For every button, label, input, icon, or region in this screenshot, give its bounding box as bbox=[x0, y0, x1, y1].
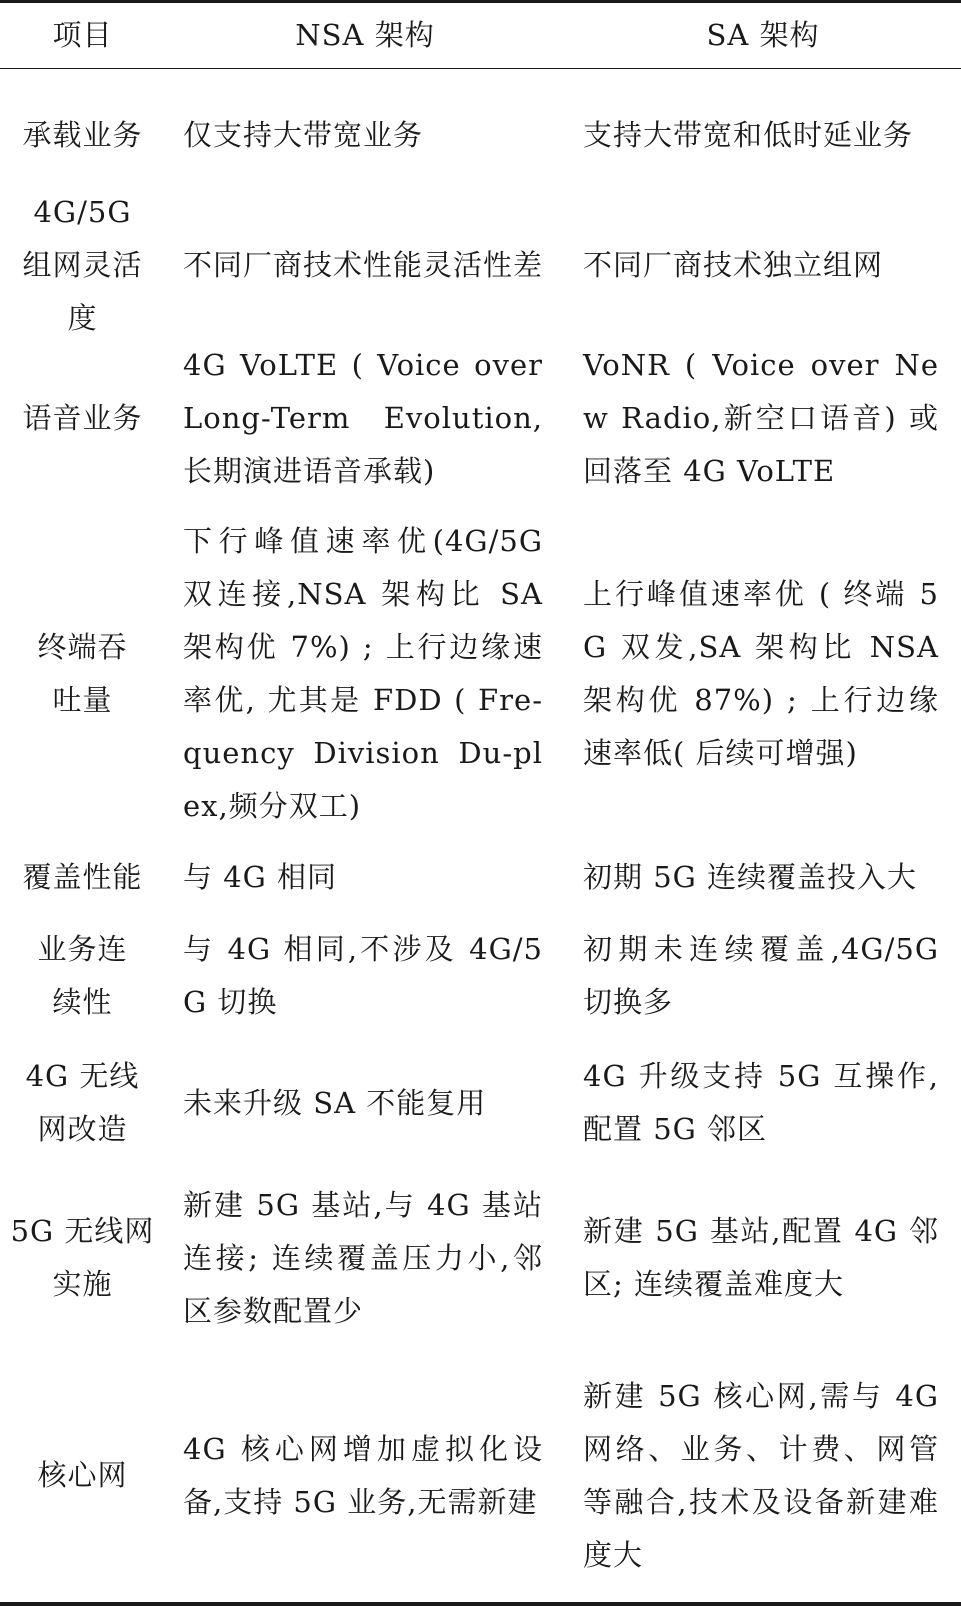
nsa-cell: 新建 5G 基站,与 4G 基站连接; 连续覆盖压力小,邻区参数配置少 bbox=[183, 1187, 543, 1328]
sa-cell: 初期 5G 连续覆盖投入大 bbox=[583, 859, 918, 894]
nsa-cell: 4G 核心网增加虚拟化设备,支持 5G 业务,无需新建 bbox=[183, 1431, 543, 1519]
table-row bbox=[0, 507, 961, 841]
header-sa-label: SA 架构 bbox=[706, 18, 820, 52]
sa-cell: 4G 升级支持 5G 互操作,配置 5G 邻区 bbox=[583, 1059, 939, 1146]
sa-cell: 上行峰值速率优 ( 终端 5G 双发,SA 架构比 NSA 架构优 87%) ; 上行边缘速率低( 后续可增强) bbox=[583, 577, 939, 770]
nsa-cell: 下行峰值速率优(4G/5G 双连接,NSA 架构比 SA 架构优 7%) ; 上行边缘速率优, 尤其是 FDD ( Fre-quency Division Du-plex,频分双工) bbox=[183, 524, 543, 823]
nsa-cell: 与 4G 相同 bbox=[183, 859, 338, 894]
nsa-cell: 未来升级 SA 不能复用 bbox=[183, 1085, 487, 1120]
item-cell: 4G 无线网改造 bbox=[25, 1059, 140, 1146]
item-cell: 核心网 bbox=[37, 1458, 128, 1492]
table-row bbox=[0, 69, 961, 201]
table-row bbox=[0, 1167, 961, 1349]
sa-cell: 新建 5G 基站,配置 4G 邻区; 连续覆盖难度大 bbox=[583, 1214, 939, 1301]
table-row bbox=[0, 329, 961, 507]
table-header-row bbox=[0, 3, 961, 69]
item-cell: 业务连续性 bbox=[37, 932, 128, 1019]
item-cell: 承载业务 bbox=[22, 117, 143, 152]
sa-cell: 支持大带宽和低时延业务 bbox=[583, 117, 914, 152]
header-item-label: 项目 bbox=[52, 18, 113, 52]
item-cell: 语音业务 bbox=[22, 400, 143, 435]
sa-cell: 新建 5G 核心网,需与 4G 网络、业务、计费、网管等融合,技术及设备新建难度大 bbox=[583, 1378, 939, 1572]
header-nsa bbox=[165, 3, 565, 68]
sa-cell: 不同厂商技术独立组网 bbox=[583, 247, 884, 282]
header-item bbox=[0, 3, 165, 68]
item-cell: 5G 无线网实施 bbox=[10, 1214, 155, 1301]
table-row bbox=[0, 194, 961, 335]
table-row bbox=[0, 841, 961, 913]
header-nsa-label: NSA 架构 bbox=[295, 18, 435, 52]
nsa-cell: 不同厂商技术性能灵活性差 bbox=[183, 247, 544, 282]
item-cell: 终端吞吐量 bbox=[37, 630, 128, 717]
item-cell: 覆盖性能 bbox=[22, 859, 143, 894]
sa-cell: VoNR ( Voice over New Radio,新空口语音) 或回落至 4G VoLTE bbox=[583, 347, 939, 488]
table-row bbox=[0, 913, 961, 1039]
sa-cell: 初期未连续覆盖,4G/5G 切换多 bbox=[583, 932, 939, 1019]
header-sa bbox=[565, 3, 961, 68]
table-row bbox=[0, 1349, 961, 1602]
nsa-cell: 与 4G 相同,不涉及 4G/5G 切换 bbox=[183, 932, 543, 1019]
table-row bbox=[0, 1039, 961, 1167]
nsa-cell: 仅支持大带宽业务 bbox=[183, 117, 424, 152]
item-cell: 4G/5G 组网灵活度 bbox=[22, 194, 143, 335]
nsa-cell: 4G VoLTE ( Voice over Long-Term Evolution,长期演进语音承载) bbox=[183, 347, 543, 488]
